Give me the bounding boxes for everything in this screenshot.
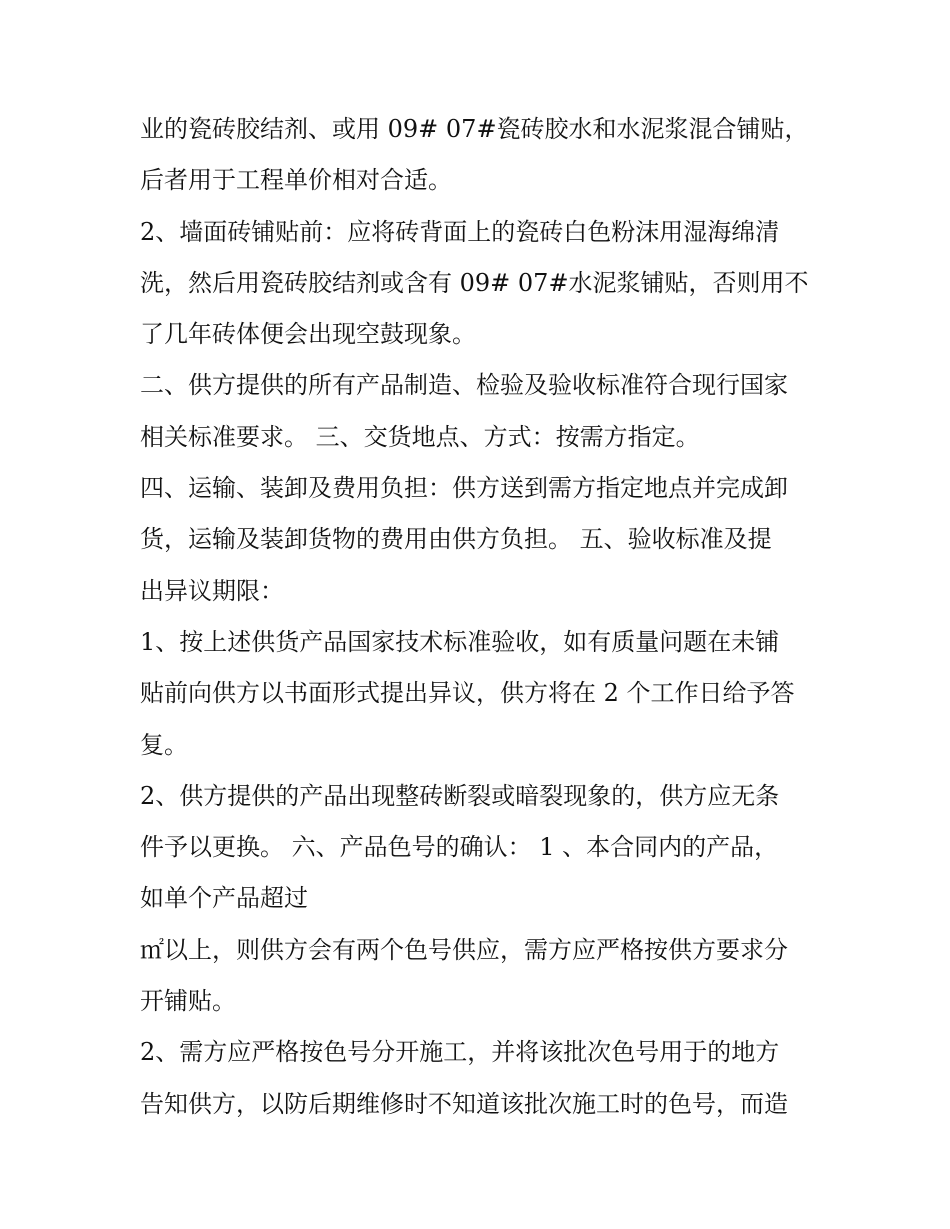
text-line: 2、供方提供的产品出现整砖断裂或暗裂现象的，供方应无条 — [140, 781, 780, 810]
text-line: 二、供方提供的所有产品制造、检验及验收标准符合现行国家 — [140, 371, 788, 400]
text-line: 业的瓷砖胶结剂、或用 09# 07#瓷砖胶水和水泥浆混合铺贴， — [140, 115, 809, 143]
text-line: 了几年砖体便会出现空鼓现象。 — [140, 320, 476, 349]
text-line: 洗，然后用瓷砖胶结剂或含有 09# 07#水泥浆铺贴，否则用不 — [140, 268, 809, 297]
text-line: 相关标准要求。 三、交货地点、方式：按需方指定。 — [140, 422, 700, 451]
text-line: 货，运输及装卸货物的费用由供方负担。 五、验收标准及提 — [140, 525, 772, 554]
text-line: 如单个产品超过 — [140, 884, 308, 913]
text-line: 件予以更换。 六、产品色号的确认： 1 、本合同内的产品， — [140, 833, 779, 862]
text-line: 出异议期限： — [140, 576, 284, 605]
text-line: 开铺贴。 — [140, 987, 236, 1016]
text-line: ㎡以上，则供方会有两个色号供应，需方应严格按供方要求分 — [140, 935, 788, 964]
text-line: 贴前向供方以书面形式提出异议，供方将在 2 个工作日给予答 — [140, 679, 795, 708]
document-body — [140, 104, 830, 1130]
text-line: 复。 — [140, 730, 188, 759]
text-line: 2、需方应严格按色号分开施工，并将该批次色号用于的地方 — [140, 1038, 780, 1067]
text-line: 1、按上述供货产品国家技术标准验收，如有质量问题在未铺 — [140, 627, 780, 656]
text-line: 后者用于工程单价相对合适。 — [140, 166, 452, 195]
text-line: 2、墙面砖铺贴前：应将砖背面上的瓷砖白色粉沫用湿海绵清 — [140, 217, 780, 246]
text-line: 四、运输、装卸及费用负担：供方送到需方指定地点并完成卸 — [140, 474, 788, 503]
text-line: 告知供方，以防后期维修时不知道该批次施工时的色号，而造 — [140, 1089, 788, 1118]
